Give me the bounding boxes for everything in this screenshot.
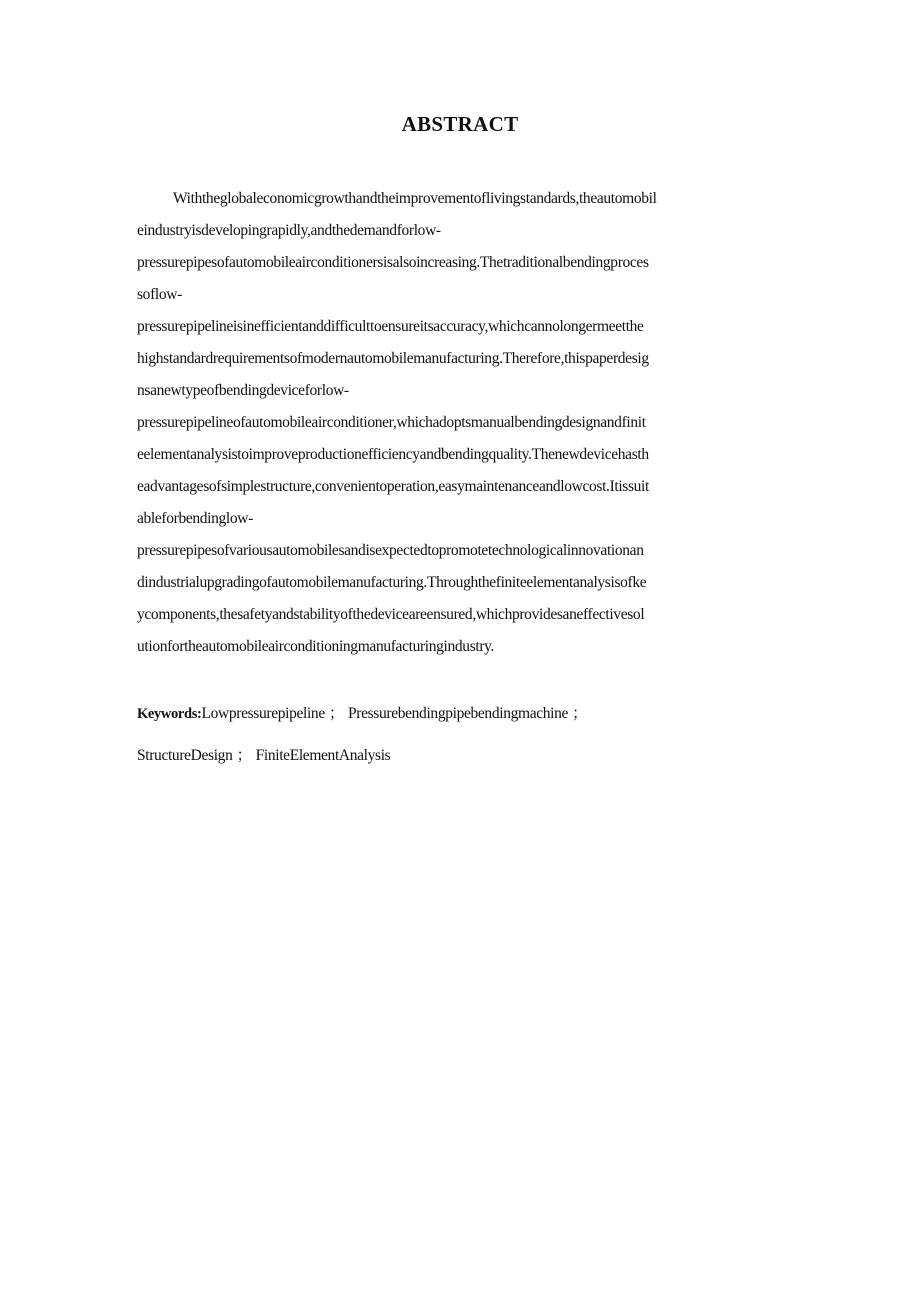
keyword-item: StructureDesign (137, 747, 233, 764)
abstract-line: utionfortheautomobileairconditioningmanufacturingindustry. (137, 638, 495, 655)
keywords-section (137, 700, 797, 784)
abstract-line: dindustrialupgradingofautomobilemanufacturing.Throughthefiniteelementanalysisofke (137, 574, 647, 591)
abstract-line: pressurepipelineofautomobileairconditioner,whichadoptsmanualbendingdesignandfinit (137, 414, 646, 431)
keyword-separator: ； (236, 747, 252, 764)
keywords-line (137, 700, 797, 742)
keywords-line (137, 742, 797, 784)
abstract-line: highstandardrequirementsofmodernautomobilemanufacturing.Therefore,thispaperdesig (137, 350, 649, 367)
abstract-line: pressurepipesofautomobileairconditionersisalsoincreasing.Thetraditionalbendingproces (137, 254, 649, 271)
keywords-label: Keywords: (137, 706, 202, 722)
abstract-line: eelementanalysistoimproveproductionefficiencyandbendingquality.Thenewdevicehasth (137, 446, 649, 463)
keyword-item: Lowpressurepipeline (201, 705, 325, 722)
abstract-line: nsanewtypeofbendingdeviceforlow- (137, 382, 349, 399)
page-title: ABSTRACT (401, 112, 519, 136)
abstract-line: soflow- (137, 286, 182, 303)
keyword-item: FiniteElementAnalysis (255, 747, 391, 764)
abstract-line: eadvantagesofsimplestructure,convenientoperation,easymaintenanceandlowcost.Itissuit (137, 478, 649, 495)
abstract-line: pressurepipesofvariousautomobilesandisexpectedtopromotetechnologicalinnovationan (137, 542, 644, 559)
abstract-line: ableforbendinglow- (137, 510, 253, 527)
keyword-item: Pressurebendingpipebendingmachine (348, 705, 569, 722)
abstract-line: pressurepipelineisinefficientanddifficulttoensureitsaccuracy,whichcannolongermeetthe (137, 318, 644, 335)
abstract-line: eindustryisdevelopingrapidly,andthedemandforlow- (137, 222, 441, 239)
abstract-body (137, 183, 787, 663)
keyword-separator: ； (328, 705, 345, 722)
abstract-line: ycomponents,thesafetyandstabilityofthedeviceareensured,whichprovidesaneffectivesol (137, 606, 645, 623)
keyword-separator: ； (572, 705, 588, 722)
abstract-line: Withtheglobaleconomicgrowthandtheimprovementoflivingstandards,theautomobil (173, 190, 657, 207)
